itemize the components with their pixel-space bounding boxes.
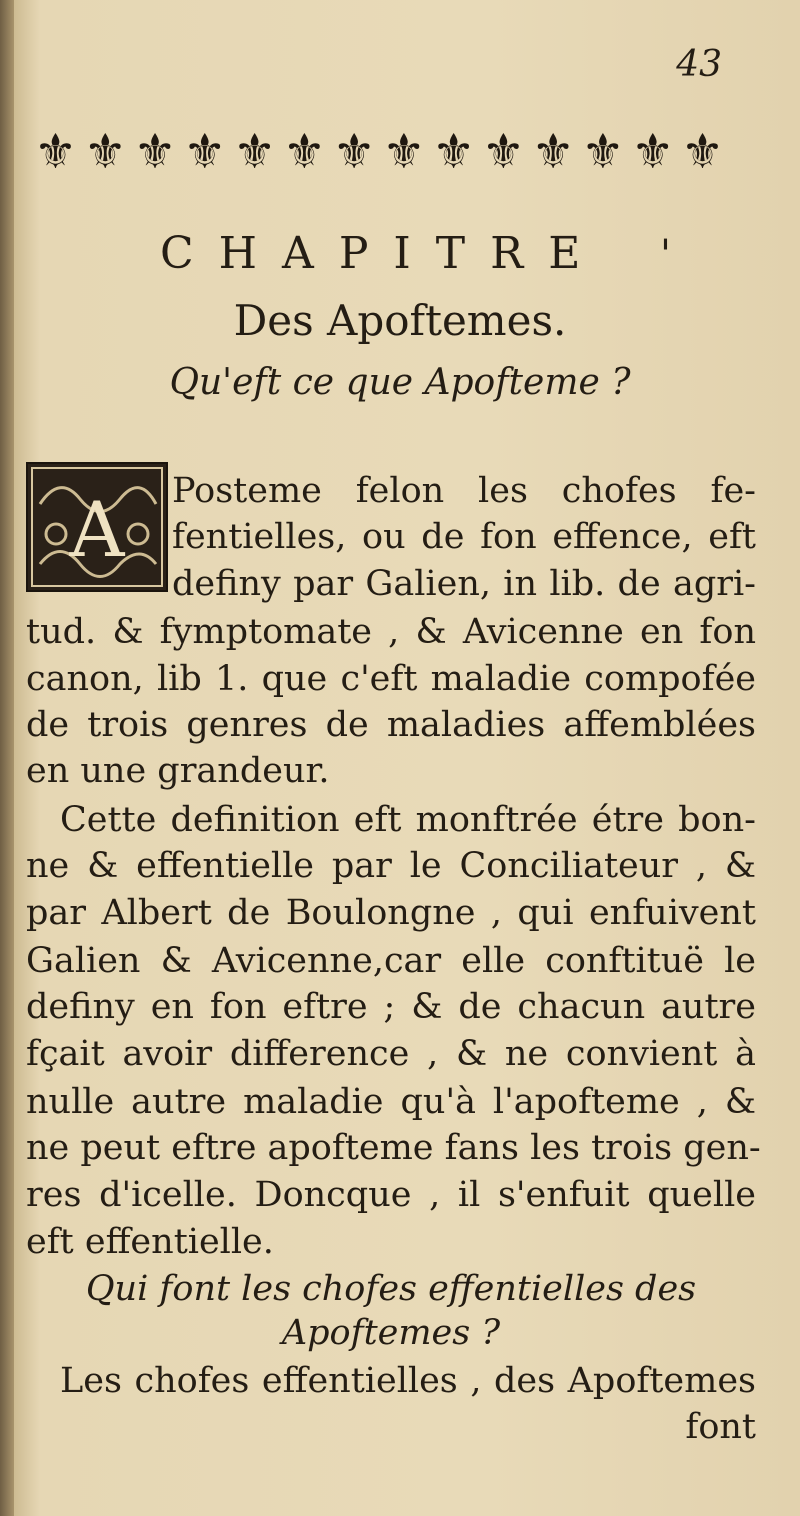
fleuron-icon: ⚜ [631, 124, 675, 180]
chapter-title: Des Apoftemes. [233, 296, 567, 345]
text-line: Galien & Avicenne,car elle conftituë le [26, 941, 756, 981]
fleuron-icon: ⚜ [183, 124, 227, 180]
text-line: definy par Galien, in lib. de agri- [172, 564, 756, 604]
text-line: tud. & fymptomate , & Avicenne en fon [26, 612, 756, 652]
fleuron-band [34, 122, 724, 182]
chapter-mark: ' [660, 232, 671, 278]
text-line: par Albert de Boulongne , qui enfuivent [26, 893, 756, 933]
fleuron-icon: ⚜ [581, 124, 625, 180]
fleuron-icon: ⚜ [432, 124, 476, 180]
text-line: canon, lib 1. que c'eft maladie compofée [26, 659, 756, 699]
fleuron-icon: ⚜ [83, 124, 127, 180]
fleuron-icon: ⚜ [481, 124, 525, 180]
text-line: Posteme felon les chofes fe- [172, 471, 756, 511]
text-line: ne peut eftre apofteme fans les trois gen- [26, 1128, 761, 1168]
fleuron-icon: ⚜ [680, 124, 724, 180]
text-line: ne & effentielle par le Conciliateur , & [26, 846, 756, 886]
text-line: fentielles, ou de fon effence, eft [172, 517, 756, 557]
fleuron-icon: ⚜ [382, 124, 426, 180]
text-line: res d'icelle. Doncque , il s'enfuit quelle [26, 1175, 756, 1215]
text-line: definy en fon eftre ; & de chacun autre [26, 987, 756, 1027]
fleuron-icon: ⚜ [282, 124, 326, 180]
fleuron-icon: ⚜ [133, 124, 177, 180]
text-line: en une grandeur. [26, 751, 330, 791]
page-number: 43 [676, 44, 722, 85]
drop-cap-letter: A [69, 485, 125, 574]
text-line: eft effentielle. [26, 1222, 274, 1262]
text-line: nulle autre maladie qu'à l'apofteme , & [26, 1082, 756, 1122]
question-heading: Qu'eft ce que Apofteme ? [169, 362, 631, 403]
catchword: font [685, 1407, 756, 1447]
fleuron-icon: ⚜ [34, 124, 78, 180]
drop-cap-initial [26, 462, 168, 592]
text-line: de trois genres de maladies affemblées [26, 705, 756, 745]
chapter-heading: CHAPITRE [160, 228, 606, 279]
question-heading: Qui font les chofes effentielles des [85, 1269, 697, 1309]
fleuron-icon: ⚜ [332, 124, 376, 180]
question-heading: Apoftemes ? [281, 1313, 501, 1353]
text-line: Cette definition eft monftrée étre bon- [60, 800, 756, 840]
fleuron-icon: ⚜ [531, 124, 575, 180]
drop-cap-ornament-icon [28, 464, 166, 590]
text-line: fçait avoir difference , & ne convient à [26, 1034, 756, 1074]
binding-gutter [0, 0, 14, 1516]
fleuron-icon: ⚜ [233, 124, 277, 180]
text-line: Les chofes effentielles , des Apoftemes [60, 1361, 756, 1401]
